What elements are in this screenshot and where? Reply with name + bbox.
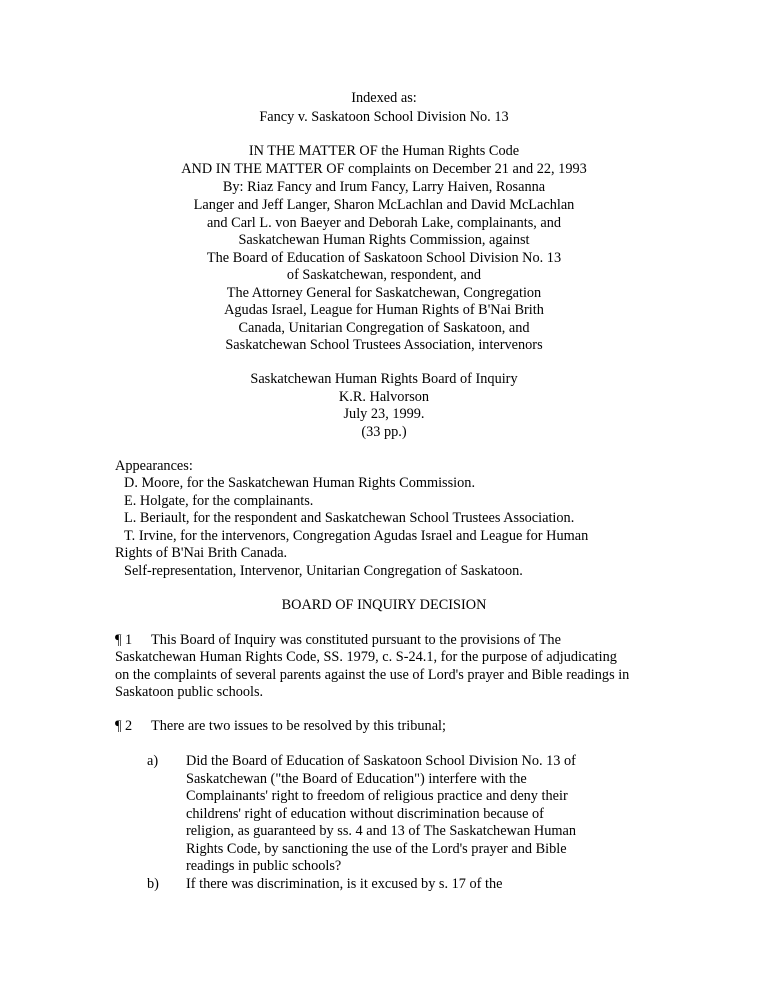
issue-text: religion, as guaranteed by ss. 4 and 13 of The Saskatchewan Human [186,823,577,839]
tribunal-pages: (33 pp.) [361,424,407,440]
appearance-line: Self-representation, Intervenor, Unitarian Congregation of Saskatoon. [124,563,523,579]
paragraph-text: There are two issues to be resolved by this tribunal; [151,718,446,734]
tribunal-board: Saskatchewan Human Rights Board of Inquiry [250,371,518,387]
issue-text: Did the Board of Education of Saskatoon School Division No. 13 of [186,753,576,769]
issue-label: a) [147,753,159,769]
indexed-label: Indexed as: [351,90,417,106]
tribunal-date: July 23, 1999. [343,406,425,422]
issue-label: b) [147,876,159,892]
paragraph-text: This Board of Inquiry was constituted pursuant to the provisions of The [151,632,561,648]
appearance-line: D. Moore, for the Saskatchewan Human Rights Commission. [124,475,476,491]
issue-text: childrens' right of education without discrimination because of [186,806,544,822]
decision-title: BOARD OF INQUIRY DECISION [281,597,487,613]
paragraph-number: ¶ 1 [115,632,133,648]
matter-line: The Board of Education of Saskatoon School Division No. 13 [206,250,562,266]
appearance-line: E. Holgate, for the complainants. [124,493,314,509]
matter-line: Canada, Unitarian Congregation of Saskatoon, and [238,320,530,336]
matter-line: Saskatchewan School Trustees Association, intervenors [225,337,543,353]
matter-line: Langer and Jeff Langer, Sharon McLachlan and David McLachlan [193,197,575,213]
issue-text: If there was discrimination, is it excused by s. 17 of the [186,876,503,892]
appearance-line: Rights of B'Nai Brith Canada. [115,545,288,561]
issue-text: Rights Code, by sanctioning the use of the Lord's prayer and Bible [186,841,567,857]
matter-line: IN THE MATTER OF the Human Rights Code [248,143,520,159]
paragraph-text: Saskatchewan Human Rights Code, SS. 1979, c. S-24.1, for the purpose of adjudicating [115,649,617,665]
matter-line: Agudas Israel, League for Human Rights of B'Nai Brith [224,302,544,318]
matter-line: The Attorney General for Saskatchewan, Congregation [226,285,542,301]
issue-text: readings in public schools? [186,858,342,874]
matter-line: Saskatchewan Human Rights Commission, against [238,232,530,248]
matter-line: of Saskatchewan, respondent, and [286,267,482,283]
paragraph-text: Saskatoon public schools. [115,684,264,700]
case-name: Fancy v. Saskatoon School Division No. 13 [259,109,509,125]
paragraph-text: on the complaints of several parents against the use of Lord's prayer and Bible readings in [115,667,630,683]
tribunal-member: K.R. Halvorson [338,389,430,405]
appearance-line: T. Irvine, for the intervenors, Congregation Agudas Israel and League for Human [124,528,589,544]
issue-text: Complainants' right to freedom of religious practice and deny their [186,788,568,804]
appearance-line: L. Beriault, for the respondent and Saskatchewan School Trustees Association. [124,510,575,526]
matter-line: AND IN THE MATTER OF complaints on December 21 and 22, 1993 [181,161,587,177]
issue-text: Saskatchewan ("the Board of Education") interfere with the [186,771,527,787]
paragraph-number: ¶ 2 [115,718,133,734]
matter-line: By: Riaz Fancy and Irum Fancy, Larry Haiven, Rosanna [222,179,546,195]
appearances-heading: Appearances: [115,458,193,474]
matter-line: and Carl L. von Baeyer and Deborah Lake, complainants, and [206,215,562,231]
